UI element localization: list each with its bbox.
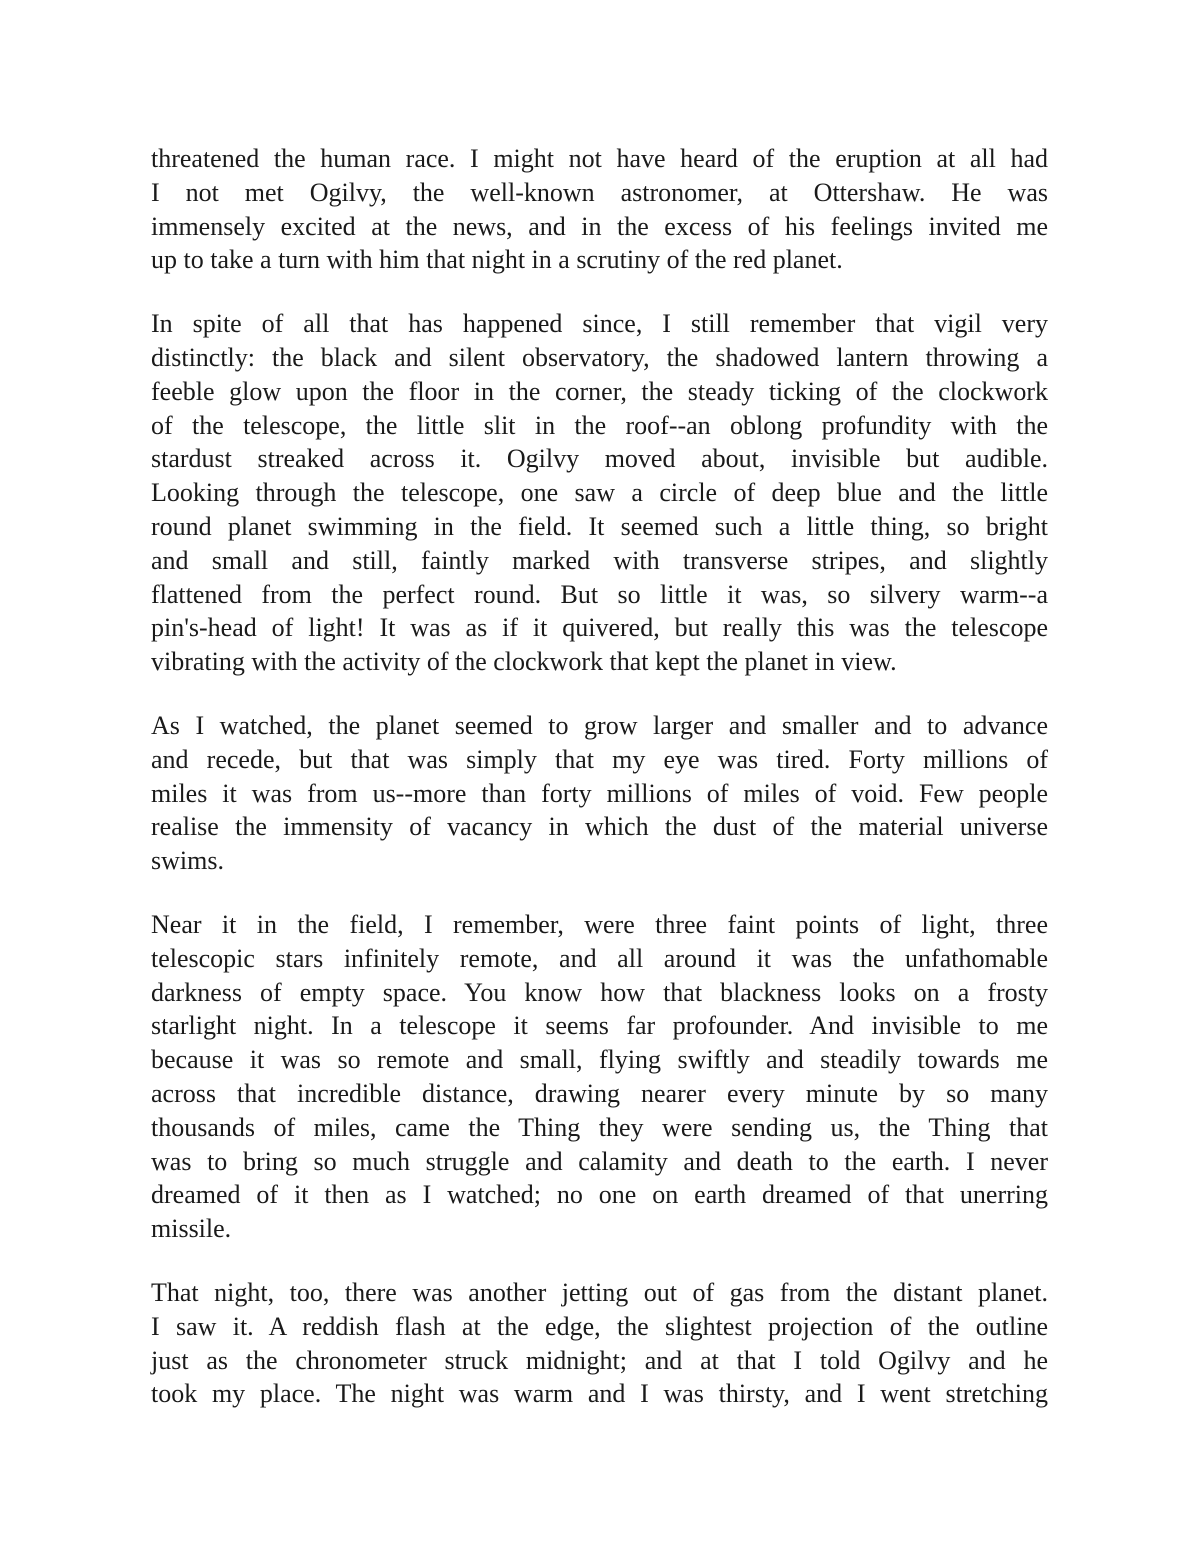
paragraph [151,709,1048,878]
text-line: darkness of empty space. You know how that blackness looks on a frosty [151,977,1048,1007]
text-line: immensely excited at the news, and in the excess of his feelings invited me [151,211,1048,241]
text-line: and recede, but that was simply that my eye was tired. Forty millions of [151,744,1048,774]
text-line: feeble glow upon the floor in the corner, the steady ticking of the clockwork [151,376,1048,406]
text-line: round planet swimming in the field. It seemed such a little thing, so bright [151,511,1048,541]
paragraph [151,1276,1048,1411]
document-page [151,142,1048,1441]
text-line: telescopic stars infinitely remote, and all around it was the unfathomable [151,943,1048,973]
text-line: I saw it. A reddish flash at the edge, the slightest projection of the outline [151,1311,1048,1341]
text-line: thousands of miles, came the Thing they were sending us, the Thing that [151,1112,1048,1142]
paragraph [151,307,1048,679]
text-line: In spite of all that has happened since, I still remember that vigil very [151,309,1048,339]
text-line: starlight night. In a telescope it seems far profounder. And invisible to me [151,1011,1048,1041]
text-line: Near it in the field, I remember, were three faint points of light, three [151,909,1048,939]
text-line: was to bring so much struggle and calamity and death to the earth. I never [151,1146,1048,1176]
text-line: realise the immensity of vacancy in which the dust of the material universe [151,812,1048,842]
text-line: miles it was from us--more than forty millions of miles of void. Few people [151,778,1048,808]
text-line: and small and still, faintly marked with transverse stripes, and slightly [151,545,1048,575]
paragraph [151,142,1048,277]
text-line: I not met Ogilvy, the well-known astronomer, at Ottershaw. He was [151,177,1048,207]
paragraph [151,908,1048,1246]
text-line: As I watched, the planet seemed to grow larger and smaller and to advance [151,710,1048,740]
text-line: distinctly: the black and silent observatory, the shadowed lantern throwing a [151,342,1048,372]
text-line: flattened from the perfect round. But so little it was, so silvery warm--a [151,579,1048,609]
text-line: because it was so remote and small, flying swiftly and steadily towards me [151,1045,1048,1075]
text-line: just as the chronometer struck midnight; and at that I told Ogilvy and he [151,1345,1048,1375]
text-line: vibrating with the activity of the clockwork that kept the planet in view. [151,647,897,677]
text-line: dreamed of it then as I watched; no one on earth dreamed of that unerring [151,1180,1048,1210]
text-line: swims. [151,846,224,876]
text-line: of the telescope, the little slit in the roof--an oblong profundity with the [151,410,1048,440]
text-line: threatened the human race. I might not have heard of the eruption at all had [151,144,1048,173]
text-line: up to take a turn with him that night in a scrutiny of the red planet. [151,245,843,275]
text-line: missile. [151,1214,232,1244]
text-line: across that incredible distance, drawing nearer every minute by so many [151,1078,1048,1108]
text-line: That night, too, there was another jetting out of gas from the distant planet. [151,1277,1048,1307]
text-line: took my place. The night was warm and I was thirsty, and I went stretching [151,1379,1048,1409]
text-line: Looking through the telescope, one saw a circle of deep blue and the little [151,478,1048,508]
text-line: stardust streaked across it. Ogilvy moved about, invisible but audible. [151,444,1048,474]
text-line: pin's-head of light! It was as if it quivered, but really this was the telescope [151,613,1048,643]
